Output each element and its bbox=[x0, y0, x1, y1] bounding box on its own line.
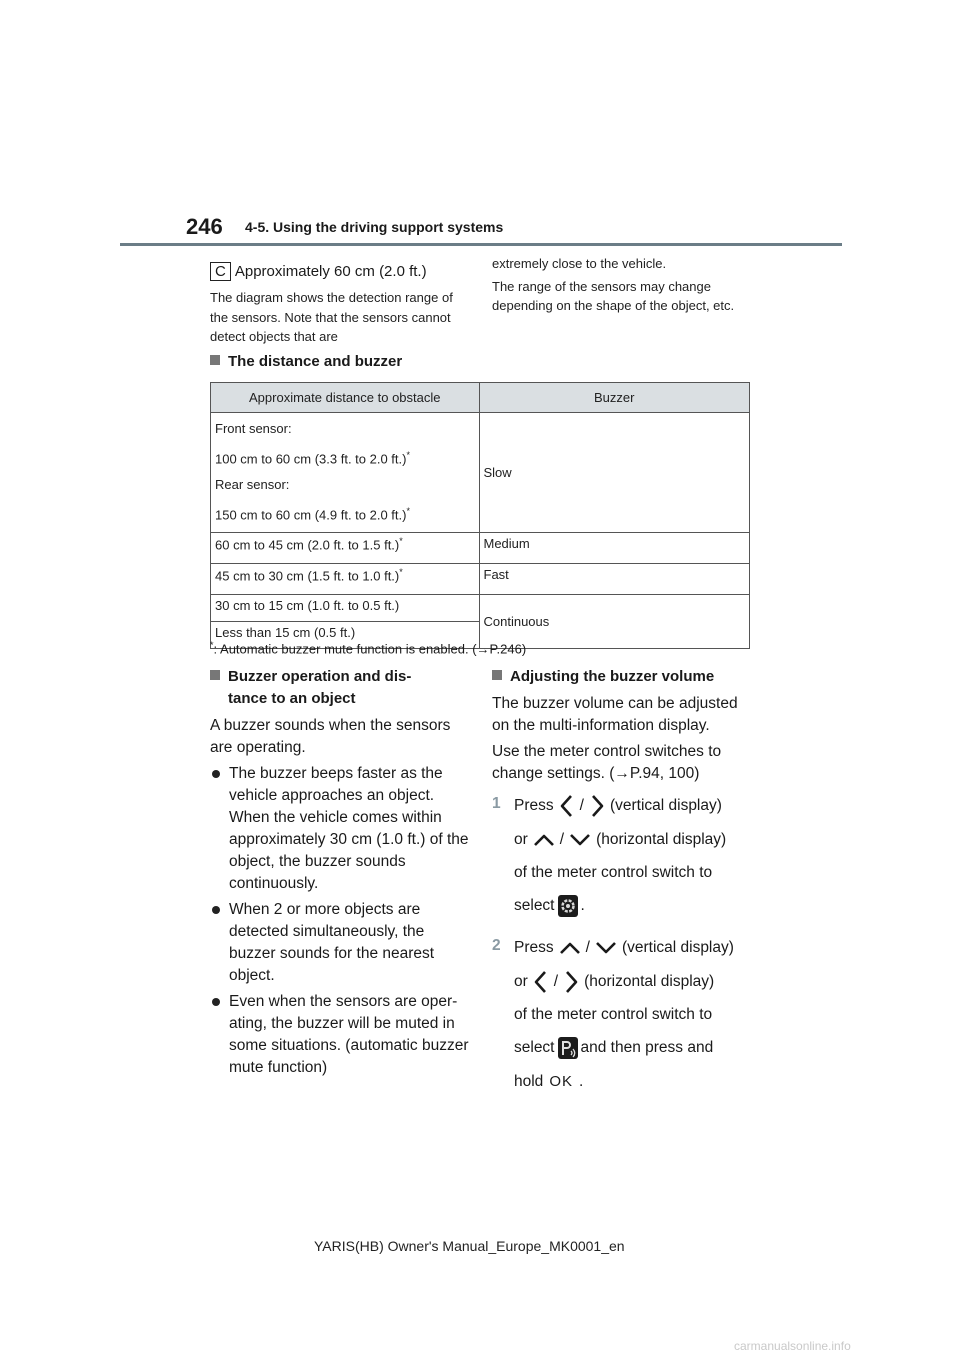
table-header-distance: Approximate distance to obstacle bbox=[211, 383, 480, 413]
buzzer-cell: Fast bbox=[479, 563, 750, 594]
note-right-1: extremely close to the vehicle. bbox=[492, 256, 667, 271]
label-c-text: Approximately 60 cm (2.0 ft.) bbox=[234, 263, 427, 280]
chevron-up-icon bbox=[559, 940, 581, 956]
cell-line: Front sensor: bbox=[215, 421, 292, 436]
cell-line: 100 cm to 60 cm (3.3 ft. to 2.0 ft.)* bbox=[215, 450, 410, 467]
adjusting-paragraph-1: The buzzer volume can be adjusted on the multi-information display. bbox=[492, 695, 738, 734]
chevron-right-icon bbox=[563, 970, 579, 994]
buzzer-operation-intro: A buzzer sounds when the sensors are operating. bbox=[210, 717, 451, 756]
distance-cell: 45 cm to 30 cm (1.5 ft. to 1.0 ft.)* bbox=[211, 563, 480, 594]
list-item: Even when the sensors are oper-ating, the buzzer will be muted in some situations. (automatic buzzer mute function) bbox=[210, 991, 472, 1079]
section-title: 4-5. Using the driving support systems bbox=[245, 219, 504, 235]
buzzer-operation-section bbox=[210, 666, 472, 1083]
chevron-right-icon bbox=[589, 794, 605, 818]
chevron-down-icon bbox=[569, 832, 591, 848]
page-footer: YARIS(HB) Owner's Manual_Europe_MK0001_en bbox=[314, 1238, 625, 1254]
list-item: The buzzer beeps faster as the vehicle approaches an object. When the vehicle comes within approximately 30 cm (1.0 ft.) of the object, the buzzer sounds continuously. bbox=[210, 763, 472, 895]
table-row bbox=[211, 413, 750, 533]
heading-square-icon bbox=[492, 670, 502, 680]
note-right-2: The range of the sensors may change depending on the shape of the object, etc. bbox=[492, 278, 735, 313]
distance-cell: Less than 15 cm (0.5 ft.) bbox=[211, 621, 480, 648]
cell-line: Rear sensor: bbox=[215, 477, 290, 493]
buzzer-cell: Slow bbox=[479, 413, 750, 533]
buzzer-cell: Medium bbox=[479, 532, 750, 563]
parking-sensor-icon bbox=[558, 1037, 578, 1059]
distance-cell: 60 cm to 45 cm (2.0 ft. to 1.5 ft.)* bbox=[211, 532, 480, 563]
adjusting-heading: Adjusting the buzzer volume bbox=[492, 666, 754, 688]
heading-square-icon bbox=[210, 355, 220, 365]
table-header-buzzer: Buzzer bbox=[479, 383, 750, 413]
chevron-left-icon bbox=[559, 794, 575, 818]
step-2: 2 Press / (vertical display) or / (horizontal display) of the meter control switch to select and then press and hold OK . bbox=[492, 931, 754, 1099]
distance-cell bbox=[211, 413, 480, 533]
diagram-label-c bbox=[210, 262, 427, 281]
page-number: 246 bbox=[186, 214, 223, 239]
distance-heading-text: The distance and buzzer bbox=[228, 353, 403, 370]
step-number: 1 bbox=[492, 795, 501, 812]
distance-cell: 30 cm to 15 cm (1.0 ft. to 0.5 ft.) bbox=[211, 594, 480, 621]
diagram-note-right bbox=[492, 254, 752, 319]
distance-heading bbox=[210, 351, 402, 373]
watermark: carmanualsonline.info bbox=[734, 1339, 851, 1353]
table-row bbox=[211, 594, 750, 621]
chevron-left-icon bbox=[533, 970, 549, 994]
buzzer-cell: Continuous bbox=[479, 594, 750, 648]
diagram-note-left: The diagram shows the detection range of the sensors. Note that the sensors cannot detect objects that are bbox=[210, 290, 453, 344]
header-rule bbox=[120, 243, 842, 246]
chevron-down-icon bbox=[595, 940, 617, 956]
step-1: 1 Press / (vertical display) or / (horizontal display) of the meter control switch to select . bbox=[492, 789, 754, 923]
heading-square-icon bbox=[210, 670, 220, 680]
table-row bbox=[211, 563, 750, 594]
adjusting-paragraph-2: Use the meter control switches to change settings. (→P.94, 100) bbox=[492, 743, 722, 782]
adjusting-volume-section bbox=[492, 666, 754, 1099]
table-footnote: *: Automatic buzzer mute function is enabled. (→P.246) bbox=[210, 640, 527, 657]
label-letter-box: C bbox=[210, 262, 231, 281]
cell-line: 150 cm to 60 cm (4.9 ft. to 2.0 ft.)* bbox=[215, 506, 410, 523]
chevron-up-icon bbox=[533, 832, 555, 848]
ok-button-icon: OK bbox=[549, 1073, 573, 1090]
distance-buzzer-table bbox=[210, 382, 750, 649]
table-row bbox=[211, 532, 750, 563]
step-number: 2 bbox=[492, 937, 501, 954]
gear-settings-icon bbox=[558, 895, 578, 917]
buzzer-operation-heading: Buzzer operation and dis- tance to an object bbox=[210, 666, 472, 710]
list-item: When 2 or more objects are detected simultaneously, the buzzer sounds for the nearest object. bbox=[210, 899, 472, 987]
